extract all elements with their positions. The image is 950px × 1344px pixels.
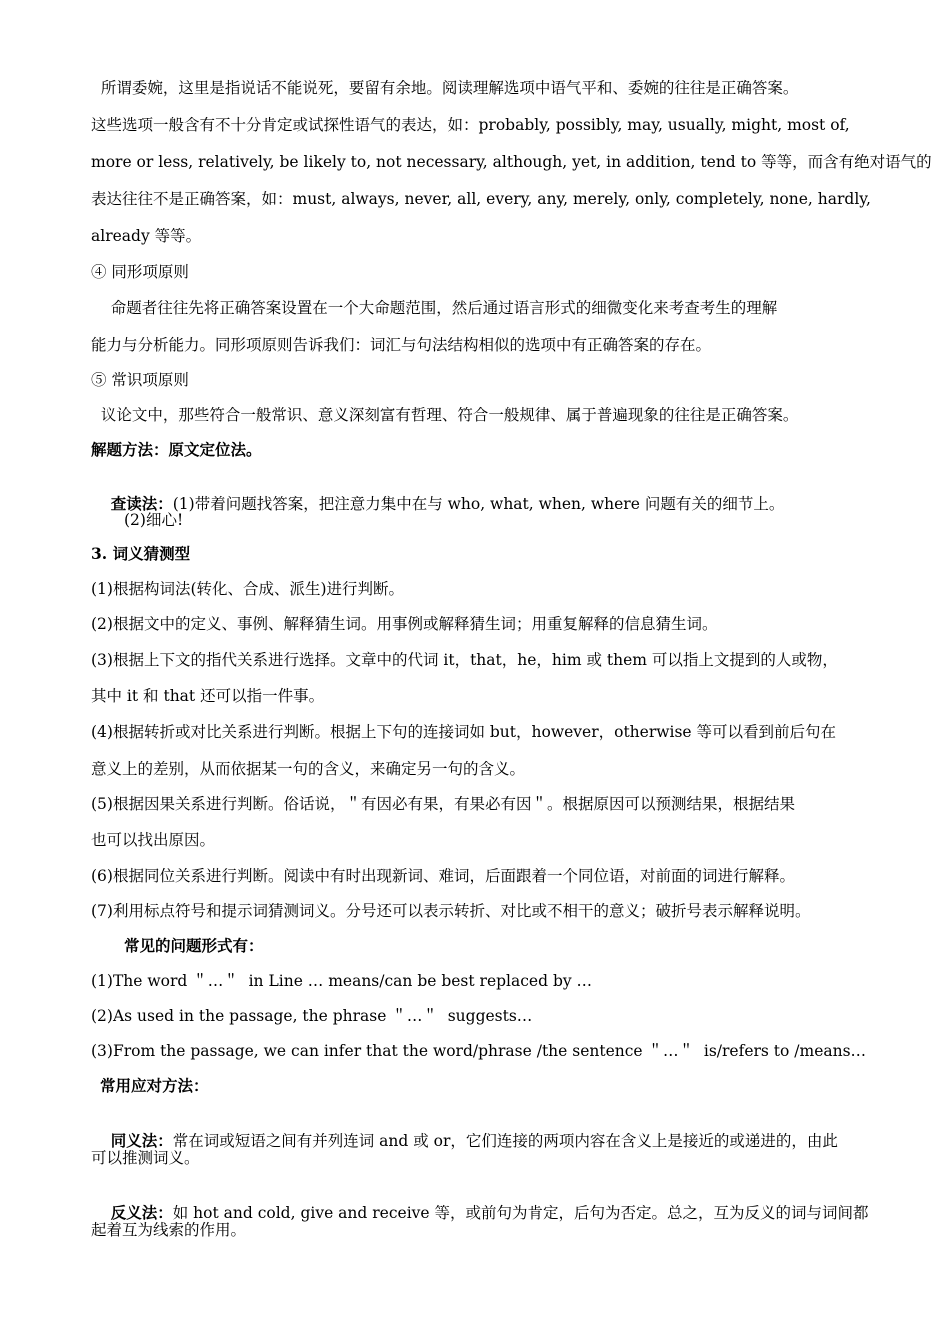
paragraph-line: 这些选项一般含有不十分肯定或试探性语气的表达，如：probably, possibly, may, usually, might, most of, <box>91 116 850 134</box>
paragraph-line: 所谓委婉，这里是指说话不能说死，要留有余地。阅读理解选项中语气平和、委婉的往往是正确答案。 <box>91 79 799 97</box>
paragraph-line: 表达往往不是正确答案，如：must, always, never, all, every, any, merely, only, completely, none, hardly, <box>91 190 871 208</box>
reading-method-item: (2)细心! <box>124 511 184 529</box>
question-form: (3)From the passage, we can infer that the word/phrase /the sentence ＂…＂ is/refers to /means… <box>91 1042 867 1060</box>
list-item: (3)根据上下文的指代关系进行选择。文章中的代词 it，that，he，him 或 them 可以指上文提到的人或物， <box>91 651 838 669</box>
reading-method-text: (1)带着问题找答案，把注意力集中在与 who, what, when, where 问题有关的细节上。 <box>172 495 785 513</box>
antonym-method-text-cont: 起着互为线索的作用。 <box>91 1221 247 1239</box>
list-item: (7)利用标点符号和提示词猜测词义。分号还可以表示转折、对比或不相干的意义；破折号表示解释说明。 <box>91 902 811 920</box>
list-item: (5)根据因果关系进行判断。俗话说，＂有因必有果，有果必有因＂。根据原因可以预测结果，根据结果 <box>91 795 795 813</box>
list-item: 其中 it 和 that 还可以指一件事。 <box>91 687 325 705</box>
strategies-heading: 常用应对方法： <box>100 1076 209 1095</box>
method-heading: 解题方法：原文定位法。 <box>91 440 262 459</box>
paragraph-line: 议论文中，那些符合一般常识、意义深刻富有哲理、符合一般规律、属于普遍现象的往往是正确答案。 <box>91 406 799 424</box>
reading-method-label: 查读法： <box>110 494 173 513</box>
paragraph-line: already 等等。 <box>91 227 202 245</box>
paragraph-line: 能力与分析能力。同形项原则告诉我们：词汇与句法结构相似的选项中有正确答案的存在。 <box>91 336 712 354</box>
questions-heading: 常见的问题形式有： <box>124 936 264 955</box>
question-form: (2)As used in the passage, the phrase ＂…＂ suggests… <box>91 1007 533 1025</box>
antonym-method-label: 反义法： <box>110 1203 173 1222</box>
list-item: (1)根据构词法(转化、合成、派生)进行判断。 <box>91 580 405 598</box>
antonym-method-text: 如 hot and cold, give and receive 等，或前句为肯定，后句为否定。总之，互为反义的词与词间都 <box>172 1204 869 1222</box>
list-item: 意义上的差别，从而依据某一句的含义，来确定另一句的含义。 <box>91 760 526 778</box>
principle-heading: ④ 同形项原则 <box>91 263 189 281</box>
section-title: 3. 词义猜测型 <box>91 544 191 563</box>
list-item: (6)根据同位关系进行判断。阅读中有时出现新词、难词，后面跟着一个同位语，对前面的词进行解释。 <box>91 867 795 885</box>
list-item: (2)根据文中的定义、事例、解释猜生词。用事例或解释猜生词；用重复解释的信息猜生词。 <box>91 615 718 633</box>
principle-heading: ⑤ 常识项原则 <box>91 371 189 389</box>
synonym-method-text-cont: 可以推测词义。 <box>91 1149 200 1167</box>
list-item: 也可以找出原因。 <box>91 831 216 849</box>
paragraph-line: 命题者往往先将正确答案设置在一个大命题范围，然后通过语言形式的细微变化来考查考生的理解 <box>91 299 778 317</box>
synonym-method-text: 常在词或短语之间有并列连词 and 或 or，它们连接的两项内容在含义上是接近的或递进的，由此 <box>172 1132 838 1150</box>
paragraph-line: more or less, relatively, be likely to, not necessary, although, yet, in addition, tend to 等等，而含有绝对语气的 <box>91 153 932 171</box>
question-form: (1)The word ＂…＂ in Line … means/can be best replaced by … <box>91 972 593 990</box>
list-item: (4)根据转折或对比关系进行判断。根据上下句的连接词如 but，however，otherwise 等可以看到前后句在 <box>91 723 837 741</box>
synonym-method-label: 同义法： <box>110 1131 173 1150</box>
